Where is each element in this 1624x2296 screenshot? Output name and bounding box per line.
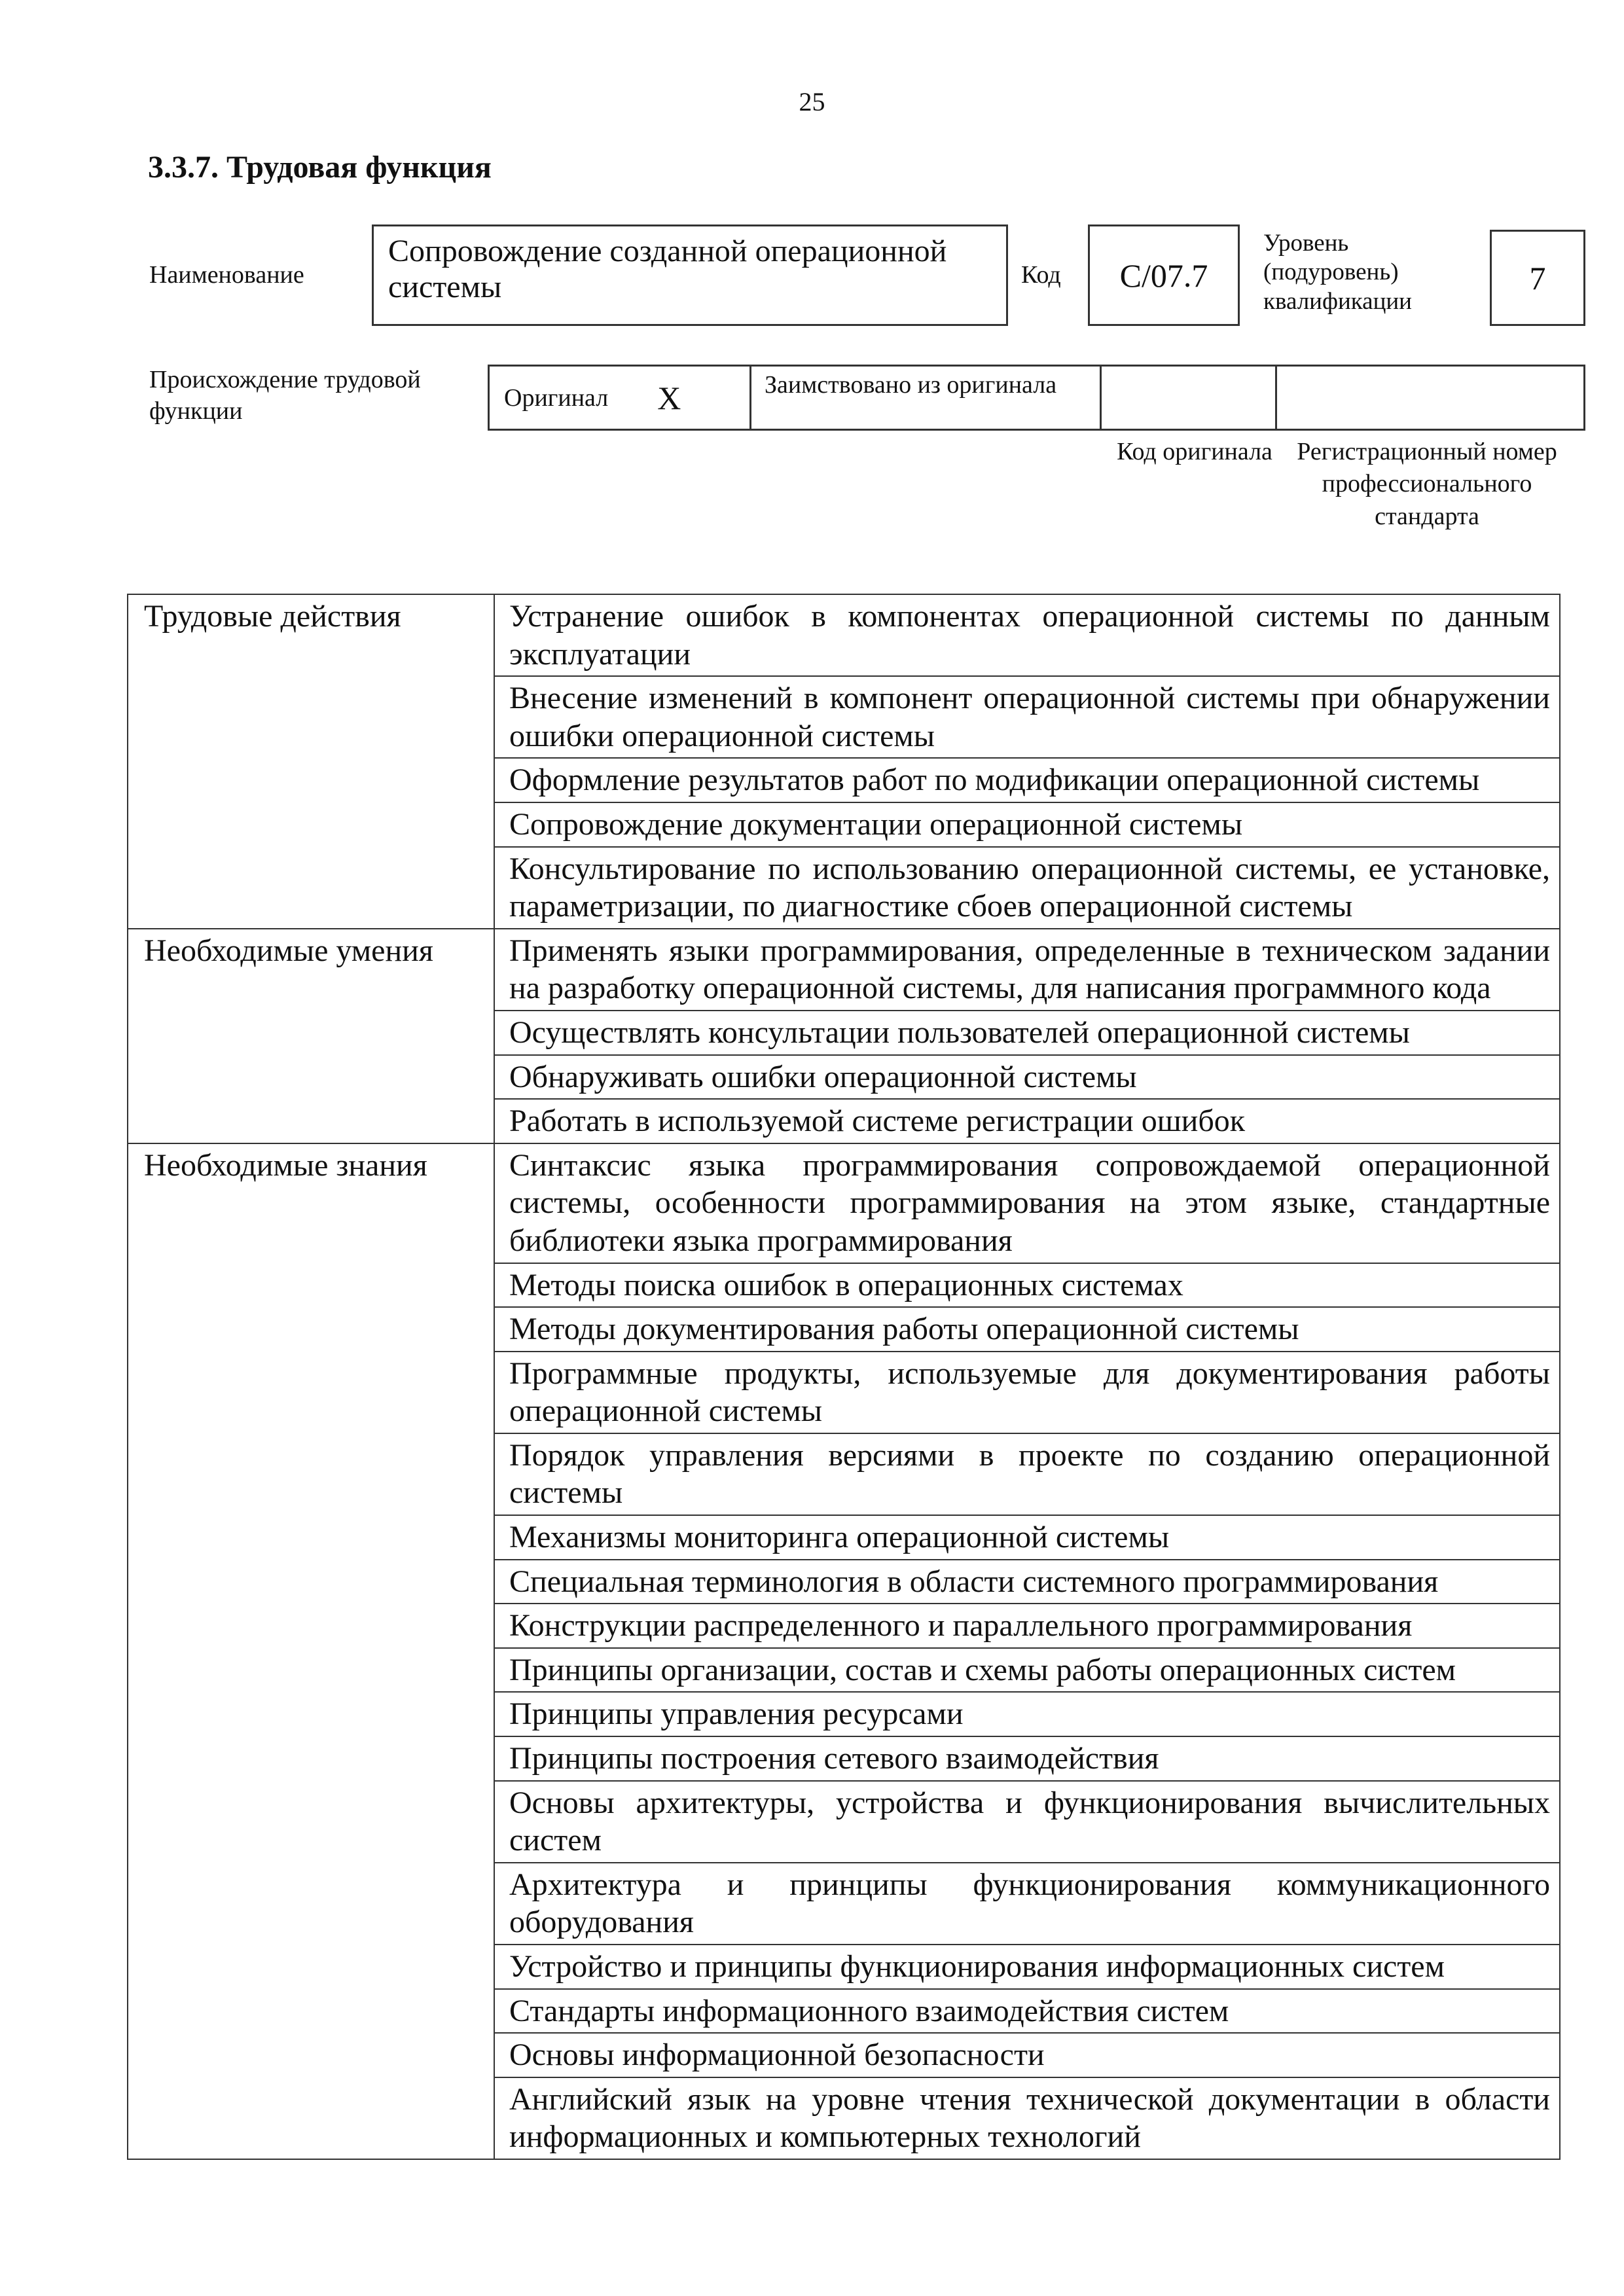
- skills-item: Применять языки программирования, определенные в техническом задании на разработку операционной системы, для написания программного кода: [494, 929, 1560, 1011]
- level-label: Уровень (подуровень) квалификации: [1263, 230, 1412, 315]
- knowledge-category: Необходимые знания: [128, 1143, 494, 2159]
- knowledge-item: Английский язык на уровне чтения технической документации в области информационных и компьютерных технологий: [494, 2077, 1560, 2159]
- skills-item: Осуществлять консультации пользователей операционной системы: [494, 1011, 1560, 1055]
- labor-actions-item: Устранение ошибок в компонентах операционной системы по данным эксплуатации: [494, 594, 1560, 676]
- origin-table: [488, 365, 1585, 431]
- function-details-table: [127, 594, 1561, 2160]
- knowledge-item: Синтаксис языка программирования сопровождаемой операционной системы, особенности программирования на этом языке, стандартные библиотеки языка программирования: [494, 1143, 1560, 1263]
- knowledge-item: Методы поиска ошибок в операционных системах: [494, 1263, 1560, 1308]
- labor-actions-category: Трудовые действия: [128, 594, 494, 929]
- knowledge-item: Основы информационной безопасности: [494, 2033, 1560, 2077]
- origin-reg-caption: Регистрационный номер профессионального стандарта: [1297, 438, 1557, 530]
- knowledge-item: Принципы построения сетевого взаимодействия: [494, 1736, 1560, 1781]
- code-label: Код: [1021, 261, 1061, 289]
- skills-category: Необходимые умения: [128, 929, 494, 1143]
- origin-original-cell: [490, 367, 751, 429]
- origin-code-cell: [1102, 367, 1277, 429]
- skills-item: Работать в используемой системе регистрации ошибок: [494, 1099, 1560, 1143]
- labor-actions-item: Сопровождение документации операционной системы: [494, 802, 1560, 847]
- labor-actions-item: Консультирование по использованию операционной системы, ее установке, параметризации, по диагностике сбоев операционной системы: [494, 847, 1560, 929]
- knowledge-item: Устройство и принципы функционирования информационных систем: [494, 1945, 1560, 1989]
- name-label: Наименование: [149, 261, 304, 289]
- function-name-field: Сопровождение созданной операционной системы: [372, 224, 1008, 326]
- knowledge-item: Основы архитектуры, устройства и функционирования вычислительных систем: [494, 1781, 1560, 1863]
- labor-actions-item: Оформление результатов работ по модификации операционной системы: [494, 758, 1560, 802]
- knowledge-item: Стандарты информационного взаимодействия систем: [494, 1989, 1560, 2034]
- table-row: [128, 1143, 1560, 1263]
- origin-original-label: Оригинал: [504, 384, 609, 412]
- origin-borrowed-cell: Заимствовано из оригинала: [751, 367, 1102, 429]
- knowledge-item: Программные продукты, используемые для документирования работы операционной системы: [494, 1352, 1560, 1433]
- table-row: [128, 594, 1560, 676]
- section-title: 3.3.7. Трудовая функция: [148, 150, 492, 185]
- knowledge-item: Конструкции распределенного и параллельного программирования: [494, 1604, 1560, 1648]
- knowledge-item: Специальная терминология в области системного программирования: [494, 1560, 1560, 1604]
- labor-actions-item: Внесение изменений в компонент операционной системы при обнаружении ошибки операционной системы: [494, 676, 1560, 758]
- qualification-level-field: 7: [1490, 230, 1585, 326]
- knowledge-item: Принципы организации, состав и схемы работы операционных систем: [494, 1648, 1560, 1693]
- knowledge-item: Порядок управления версиями в проекте по созданию операционной системы: [494, 1433, 1560, 1515]
- knowledge-item: Архитектура и принципы функционирования коммуникационного оборудования: [494, 1863, 1560, 1945]
- knowledge-item: Механизмы мониторинга операционной системы: [494, 1515, 1560, 1560]
- knowledge-item: Принципы управления ресурсами: [494, 1692, 1560, 1736]
- function-code-field: C/07.7: [1088, 224, 1240, 326]
- origin-code-caption: Код оригинала: [1117, 438, 1272, 465]
- origin-label: Происхождение трудовой функции: [149, 366, 421, 425]
- origin-original-mark: X: [657, 379, 681, 416]
- skills-item: Обнаруживать ошибки операционной системы: [494, 1055, 1560, 1100]
- table-row: [128, 929, 1560, 1011]
- origin-reg-cell: [1277, 367, 1583, 429]
- page-number: 25: [799, 87, 825, 117]
- knowledge-item: Методы документирования работы операционной системы: [494, 1307, 1560, 1352]
